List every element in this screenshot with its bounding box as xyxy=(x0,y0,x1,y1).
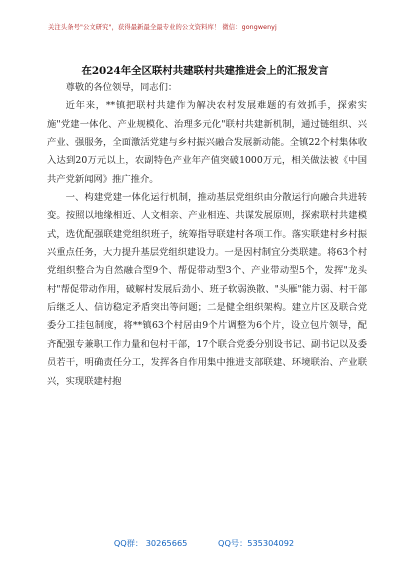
document-title: 在2024年全区联村共建联村共建推进会上的汇报发言 xyxy=(81,65,329,77)
paragraph: 近年来，**镇把联村共建作为解决农村发展难题的有效抓手，探索实施"党建一体化、产业规模化、治理多元化"联村共建新机制，通过链组织、兴产业、强服务，全面激活党建与乡村振兴融合发展新动能。全镇22个村集体收入达到20万元以上，农副特色产业年产值突破1000万元，相关做法被《中国共产党新闻网》推广推介。 xyxy=(47,100,367,185)
header-notice: 关注头条号"公文研究"，获得最新最全最专业的公文资料库！ 微信：gongwenyj xyxy=(48,24,277,31)
footer-qq: QQ号：535304092 xyxy=(218,538,295,548)
document-body xyxy=(47,79,367,391)
salutation: 尊敬的各位领导，同志们： xyxy=(65,82,178,93)
paragraph: 一、构建党建一体化运行机制，推动基层党组织由分散运行向融合共进转变。按照以地缘相近、人文相亲、产业相连、共谋发展原则，探索联村共建模式，选优配强联建党组织班子，统筹指导联建村各项工作。落实联建村乡村振兴重点任务，大力提升基层党组织建设力。一是因村制宜分类联建。将63个村党组织整合为自然融合型9个、帮促带动型3个、产业带动型5个，发挥"龙头村"帮促带动作用，破解村发展后劲小、班子软弱涣散、"头雁"能力弱、村干部后继乏人、信访稳定矛盾突出等问题；二是健全组织架构。建立片区及联合党委分工挂包制度，将**镇63个村居由9个片调整为6个片，设立包片领导，配齐配强专兼职工作力量和包村干部，17个联合党委分别设书记、副书记以及委员若干，明确责任分工，发挥各自作用集中推进支部联建、环境联治、产业联兴，实现联建村抱 xyxy=(47,192,367,387)
footer xyxy=(0,538,408,552)
footer-qq-group: QQ群： 30265665 xyxy=(113,538,188,548)
